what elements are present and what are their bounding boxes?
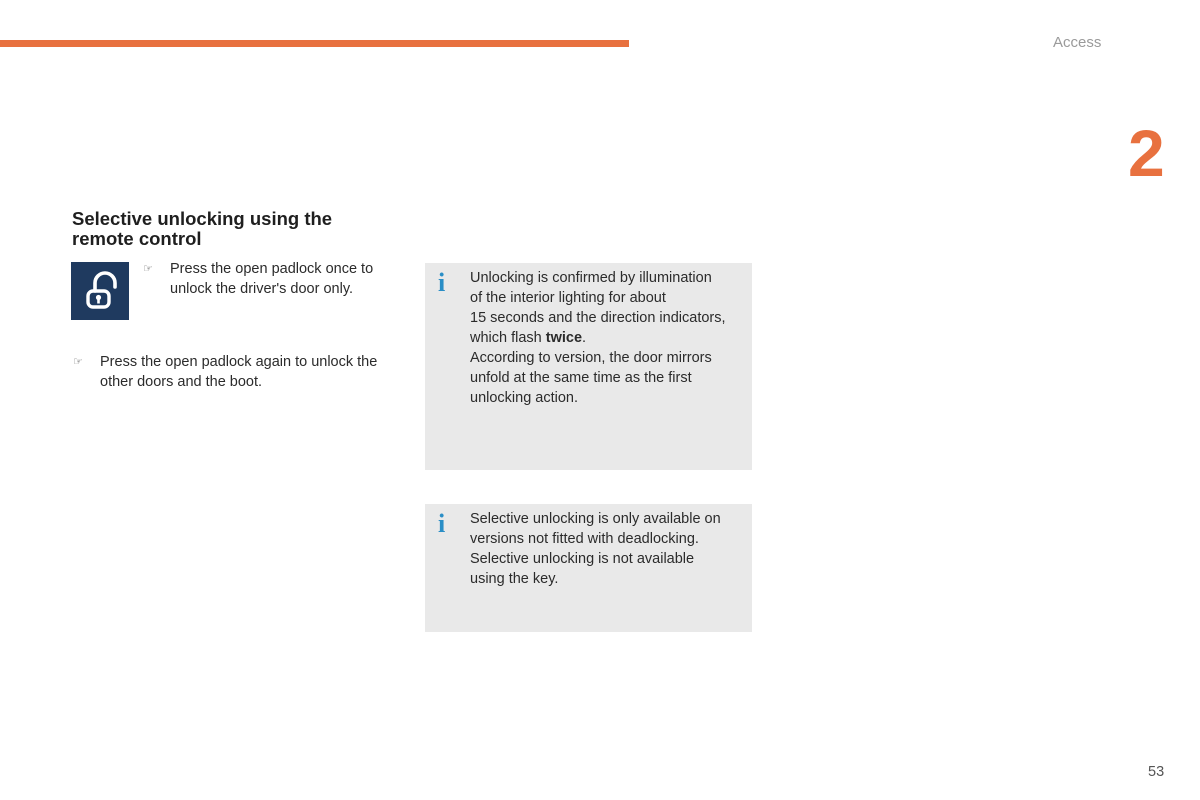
- info-text-fragment: which flash: [470, 330, 542, 346]
- info-text-line: According to version, the door mirrors: [470, 350, 712, 366]
- info-text-line: unlocking action.: [470, 390, 579, 406]
- info-box: [425, 504, 752, 632]
- step-text-line: Press the open padlock again to unlock the: [100, 354, 378, 370]
- step-text-line: Press the open padlock once to: [170, 261, 374, 277]
- step-item: [143, 259, 410, 299]
- info-icon: i: [438, 268, 446, 297]
- section-title: Access: [1053, 34, 1102, 51]
- step-item: [73, 352, 410, 392]
- info-text: [470, 268, 750, 408]
- header-accent-bar: [0, 40, 629, 47]
- info-box: [425, 263, 752, 470]
- open-padlock-icon: [71, 262, 129, 320]
- info-text-line: Selective unlocking is not available: [470, 551, 695, 567]
- info-text-line: Unlocking is confirmed by illumination: [470, 270, 712, 286]
- info-text-line: using the key.: [470, 571, 559, 587]
- info-text-line: unfold at the same time as the first: [470, 370, 692, 386]
- emphasis-text: twice: [545, 330, 583, 346]
- step-text-line: other doors and the boot.: [100, 374, 263, 390]
- info-text-line: [470, 328, 750, 348]
- heading-line-1: Selective unlocking using the: [72, 208, 333, 229]
- info-text-line: versions not fitted with deadlocking.: [470, 531, 699, 547]
- info-text-line: 15 seconds and the direction indicators,: [470, 310, 726, 326]
- heading-line-2: remote control: [72, 228, 202, 249]
- pointing-hand-icon: ☞: [143, 263, 153, 275]
- info-icon: i: [438, 509, 446, 538]
- info-text-line: of the interior lighting for about: [470, 290, 666, 306]
- chapter-number: 2: [1128, 116, 1165, 190]
- page-number: 53: [1148, 764, 1165, 780]
- info-text-line: Selective unlocking is only available on: [470, 511, 721, 527]
- info-text: [470, 509, 750, 589]
- step-text-line: unlock the driver's door only.: [170, 281, 354, 297]
- info-text-fragment: .: [582, 330, 587, 346]
- page-heading: [72, 209, 412, 249]
- pointing-hand-icon: ☞: [73, 356, 83, 368]
